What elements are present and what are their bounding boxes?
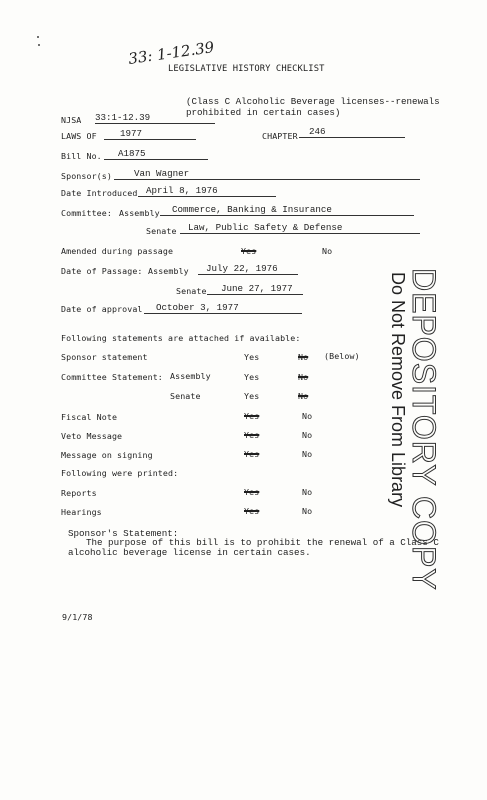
committee-statement-label: Committee Statement: (61, 372, 163, 382)
following-printed-heading: Following were printed: (61, 468, 179, 478)
veto-message-no: No (302, 430, 313, 440)
njsa-label: NJSA (61, 115, 82, 125)
date-introduced-label: Date Introduced (61, 188, 138, 198)
amended-yes: Yes (241, 246, 257, 256)
bill-description-line2: prohibited in certain cases) (186, 107, 341, 118)
reports-label: Reports (61, 488, 97, 498)
committee-statement-senate-yes: Yes (244, 391, 260, 401)
committee-statement-assembly-label: Assembly (170, 371, 211, 381)
following-attached-heading: Following statements are attached if available: (61, 333, 301, 343)
depository-stamp (386, 268, 446, 591)
hearings-no: No (302, 506, 313, 516)
margin-speck (38, 44, 40, 46)
page-title: LEGISLATIVE HISTORY CHECKLIST (168, 64, 325, 74)
fiscal-note-yes: Yes (244, 411, 260, 421)
laws-of-label: LAWS OF (61, 131, 97, 141)
handwritten-statute-number: 33: 1-12.39 (127, 38, 216, 68)
committee-assembly-value: Commerce, Banking & Insurance (160, 204, 414, 216)
message-on-signing-label: Message on signing (61, 450, 153, 460)
date-introduced-value: April 8, 1976 (138, 185, 276, 197)
fiscal-note-label: Fiscal Note (61, 412, 118, 422)
amended-no: No (322, 246, 333, 256)
date-of-passage-label: Date of Passage: (61, 266, 143, 276)
laws-of-value: 1977 (104, 128, 196, 140)
date-of-approval-value: October 3, 1977 (144, 302, 302, 314)
footer-date: 9/1/78 (62, 612, 93, 622)
njsa-value: 33:1-12.39 (95, 112, 215, 124)
sponsor-statement-label: Sponsor statement (61, 352, 148, 362)
chapter-value: 246 (299, 126, 405, 138)
do-not-remove-text: Do Not Remove From Library (388, 272, 408, 508)
sponsor-statement-yes: Yes (244, 352, 260, 362)
bill-no-value: A1875 (104, 148, 208, 160)
veto-message-label: Veto Message (61, 431, 123, 441)
committee-statement-assembly-no: No (298, 372, 309, 382)
passage-assembly-label: Assembly (148, 266, 189, 276)
committee-label: Committee: (61, 208, 112, 218)
reports-no: No (302, 487, 313, 497)
veto-message-yes: Yes (244, 430, 260, 440)
bill-no-label: Bill No. (61, 151, 102, 161)
sponsor-statement-no: No (298, 352, 309, 362)
message-on-signing-yes: Yes (244, 449, 260, 459)
committee-senate-label: Senate (146, 226, 177, 236)
committee-statement-senate-no: No (298, 391, 309, 401)
sponsors-statement-heading: Sponsor's Statement: (68, 528, 179, 539)
date-of-approval-label: Date of approval (61, 304, 143, 314)
sponsors-label: Sponsor(s) (61, 171, 112, 181)
committee-senate-value: Law, Public Safety & Defense (180, 222, 420, 234)
amended-label: Amended during passage (61, 246, 174, 256)
committee-assembly-label: Assembly (119, 208, 160, 218)
margin-speck (37, 36, 39, 38)
passage-assembly-value: July 22, 1976 (198, 263, 298, 275)
passage-senate-label: Senate (176, 286, 207, 296)
hearings-yes: Yes (244, 506, 260, 516)
depository-copy-text: DEPOSITORY COPY (406, 268, 442, 591)
fiscal-note-no: No (302, 411, 313, 421)
sponsors-value: Van Wagner (114, 168, 420, 180)
committee-statement-senate-label: Senate (170, 391, 201, 401)
reports-yes: Yes (244, 487, 260, 497)
sponsor-statement-note: (Below) (324, 351, 360, 361)
committee-statement-assembly-yes: Yes (244, 372, 260, 382)
chapter-label: CHAPTER (262, 131, 298, 141)
passage-senate-value: June 27, 1977 (207, 283, 303, 295)
sponsors-statement-line2: alcoholic beverage license in certain cases. (68, 547, 311, 558)
hearings-label: Hearings (61, 507, 102, 517)
message-on-signing-no: No (302, 449, 313, 459)
sponsors-statement-line1: The purpose of this bill is to prohibit the renewal of a Class C (86, 537, 439, 548)
bill-description-line1: (Class C Alcoholic Beverage licenses--renewals (186, 96, 440, 107)
